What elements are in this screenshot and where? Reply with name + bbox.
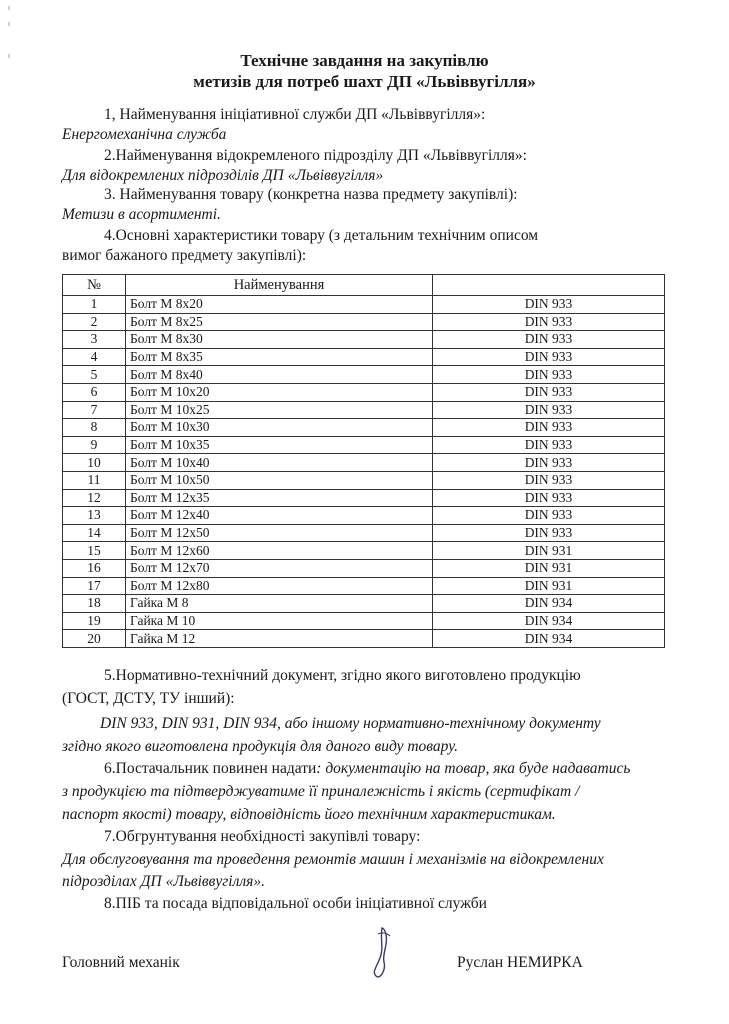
row-name-cell: Болт М 8х25 bbox=[126, 313, 433, 331]
row-standard-cell: DIN 933 bbox=[433, 331, 665, 349]
row-number-cell: 17 bbox=[63, 577, 126, 595]
section-7-value-line-1: Для обслуговування та проведення ремонтів машин і механізмів на відокремлених bbox=[62, 851, 604, 868]
column-header-number: № bbox=[63, 275, 126, 296]
section-3-value: Метизи в асортименті. bbox=[62, 206, 221, 223]
row-name-cell: Болт М 10х20 bbox=[126, 383, 433, 401]
row-standard-cell: DIN 933 bbox=[433, 489, 665, 507]
row-name-cell: Болт М 12х70 bbox=[126, 559, 433, 577]
section-5-value-line-2: згідно якого виготовлена продукція для даного виду товару. bbox=[62, 738, 458, 755]
row-name-cell: Болт М 8х30 bbox=[126, 331, 433, 349]
row-name-cell: Болт М 10х25 bbox=[126, 401, 433, 419]
row-standard-cell: DIN 933 bbox=[433, 383, 665, 401]
row-standard-cell: DIN 934 bbox=[433, 595, 665, 613]
row-standard-cell: DIN 933 bbox=[433, 419, 665, 437]
row-name-cell: Болт М 12х80 bbox=[126, 577, 433, 595]
row-number-cell: 13 bbox=[63, 507, 126, 525]
row-number-cell: 14 bbox=[63, 524, 126, 542]
row-number-cell: 11 bbox=[63, 471, 126, 489]
row-number-cell: 18 bbox=[63, 595, 126, 613]
section-5-heading-line-2: (ГОСТ, ДСТУ, ТУ інший): bbox=[62, 690, 235, 707]
column-header-name: Найменування bbox=[126, 275, 433, 296]
row-name-cell: Болт М 10х30 bbox=[126, 419, 433, 437]
table-row bbox=[63, 577, 665, 595]
table-row bbox=[63, 313, 665, 331]
row-standard-cell: DIN 934 bbox=[433, 612, 665, 630]
row-standard-cell: DIN 933 bbox=[433, 296, 665, 314]
row-name-cell: Болт М 8х35 bbox=[126, 348, 433, 366]
section-8-heading: 8.ПІБ та посада відповідальної особи ініціативної служби bbox=[104, 895, 487, 912]
row-number-cell: 10 bbox=[63, 454, 126, 472]
table-row bbox=[63, 436, 665, 454]
table-row bbox=[63, 454, 665, 472]
row-number-cell: 7 bbox=[63, 401, 126, 419]
signatory-name: Руслан НЕМИРКА bbox=[457, 954, 583, 971]
handwritten-signature bbox=[360, 924, 410, 984]
row-number-cell: 3 bbox=[63, 331, 126, 349]
table-header-row bbox=[63, 275, 665, 296]
row-name-cell: Болт М 10х40 bbox=[126, 454, 433, 472]
section-6-heading-line bbox=[104, 759, 630, 779]
signatory-position: Головний механік bbox=[62, 954, 180, 971]
table-row bbox=[63, 595, 665, 613]
row-number-cell: 5 bbox=[63, 366, 126, 384]
row-standard-cell: DIN 933 bbox=[433, 348, 665, 366]
table-row bbox=[63, 348, 665, 366]
table-row bbox=[63, 296, 665, 314]
row-number-cell: 1 bbox=[63, 296, 126, 314]
section-4-heading-line-1: 4.Основні характеристики товару (з детальним технічним описом bbox=[104, 227, 539, 244]
table-row bbox=[63, 630, 665, 648]
table-row bbox=[63, 471, 665, 489]
row-name-cell: Гайка М 10 bbox=[126, 612, 433, 630]
row-name-cell: Болт М 12х35 bbox=[126, 489, 433, 507]
section-1-heading: 1, Найменування ініціативної служби ДП «Львіввугілля»: bbox=[104, 106, 486, 123]
section-5-value-line-1: DIN 933, DIN 931, DIN 934, або іншому нормативно-технічному документу bbox=[100, 715, 601, 732]
table-row bbox=[63, 542, 665, 560]
row-standard-cell: DIN 933 bbox=[433, 454, 665, 472]
row-name-cell: Гайка М 8 bbox=[126, 595, 433, 613]
row-standard-cell: DIN 931 bbox=[433, 542, 665, 560]
section-3-heading: 3. Найменування товару (конкретна назва предмету закупівлі): bbox=[104, 186, 518, 203]
row-standard-cell: DIN 933 bbox=[433, 524, 665, 542]
section-7-heading: 7.Обгрунтування необхідності закупівлі товару: bbox=[104, 828, 421, 845]
row-standard-cell: DIN 934 bbox=[433, 630, 665, 648]
document-title-line-1: Технічне завдання на закупівлю bbox=[240, 51, 489, 70]
row-number-cell: 15 bbox=[63, 542, 126, 560]
table-row bbox=[63, 559, 665, 577]
row-number-cell: 6 bbox=[63, 383, 126, 401]
table-row bbox=[63, 612, 665, 630]
section-5-heading-line-1: 5.Нормативно-технічний документ, згідно якого виготовлено продукцію bbox=[104, 667, 581, 684]
row-name-cell: Болт М 8х20 bbox=[126, 296, 433, 314]
column-header-standard bbox=[433, 275, 665, 296]
row-number-cell: 16 bbox=[63, 559, 126, 577]
table-row bbox=[63, 524, 665, 542]
row-name-cell: Болт М 8х40 bbox=[126, 366, 433, 384]
table-row bbox=[63, 366, 665, 384]
table-body bbox=[63, 296, 665, 648]
section-4-heading-line-2: вимог бажаного предмету закупівлі): bbox=[62, 247, 307, 264]
row-name-cell: Болт М 10х35 bbox=[126, 436, 433, 454]
section-2-heading: 2.Найменування відокремленого підрозділу ДП «Львіввугілля»: bbox=[104, 147, 527, 164]
table-row bbox=[63, 507, 665, 525]
row-name-cell: Болт М 12х40 bbox=[126, 507, 433, 525]
row-number-cell: 20 bbox=[63, 630, 126, 648]
table-row bbox=[63, 383, 665, 401]
table-row bbox=[63, 419, 665, 437]
row-standard-cell: DIN 933 bbox=[433, 401, 665, 419]
row-standard-cell: DIN 931 bbox=[433, 559, 665, 577]
row-standard-cell: DIN 933 bbox=[433, 313, 665, 331]
section-6-value-line-1: : документацію на товар, яка буде надаватись bbox=[316, 760, 631, 777]
row-standard-cell: DIN 933 bbox=[433, 507, 665, 525]
table-row bbox=[63, 401, 665, 419]
row-number-cell: 4 bbox=[63, 348, 126, 366]
row-name-cell: Болт М 10х50 bbox=[126, 471, 433, 489]
row-number-cell: 2 bbox=[63, 313, 126, 331]
row-name-cell: Болт М 12х60 bbox=[126, 542, 433, 560]
specification-table bbox=[62, 274, 665, 648]
section-2-value: Для відокремлених підрозділів ДП «Львіввугілля» bbox=[62, 167, 384, 184]
section-6-value-line-2: з продукцією та підтверджуватиме її приналежність і якість (сертифікат / bbox=[62, 783, 580, 800]
section-7-value-line-2: підрозділах ДП «Львіввугілля». bbox=[62, 873, 265, 890]
section-1-value: Енергомеханічна служба bbox=[62, 126, 227, 143]
row-number-cell: 8 bbox=[63, 419, 126, 437]
row-number-cell: 12 bbox=[63, 489, 126, 507]
table-row bbox=[63, 489, 665, 507]
row-name-cell: Гайка М 12 bbox=[126, 630, 433, 648]
table-row bbox=[63, 331, 665, 349]
row-standard-cell: DIN 933 bbox=[433, 471, 665, 489]
section-6-value-line-3: паспорт якості) товару, відповідність його технічним характеристикам. bbox=[62, 806, 556, 823]
row-standard-cell: DIN 931 bbox=[433, 577, 665, 595]
row-name-cell: Болт М 12х50 bbox=[126, 524, 433, 542]
row-standard-cell: DIN 933 bbox=[433, 436, 665, 454]
row-number-cell: 9 bbox=[63, 436, 126, 454]
document-title-line-2: метизів для потреб шахт ДП «Львіввугілля» bbox=[193, 72, 536, 91]
row-standard-cell: DIN 933 bbox=[433, 366, 665, 384]
row-number-cell: 19 bbox=[63, 612, 126, 630]
section-6-heading: 6.Постачальник повинен надати bbox=[104, 760, 317, 777]
